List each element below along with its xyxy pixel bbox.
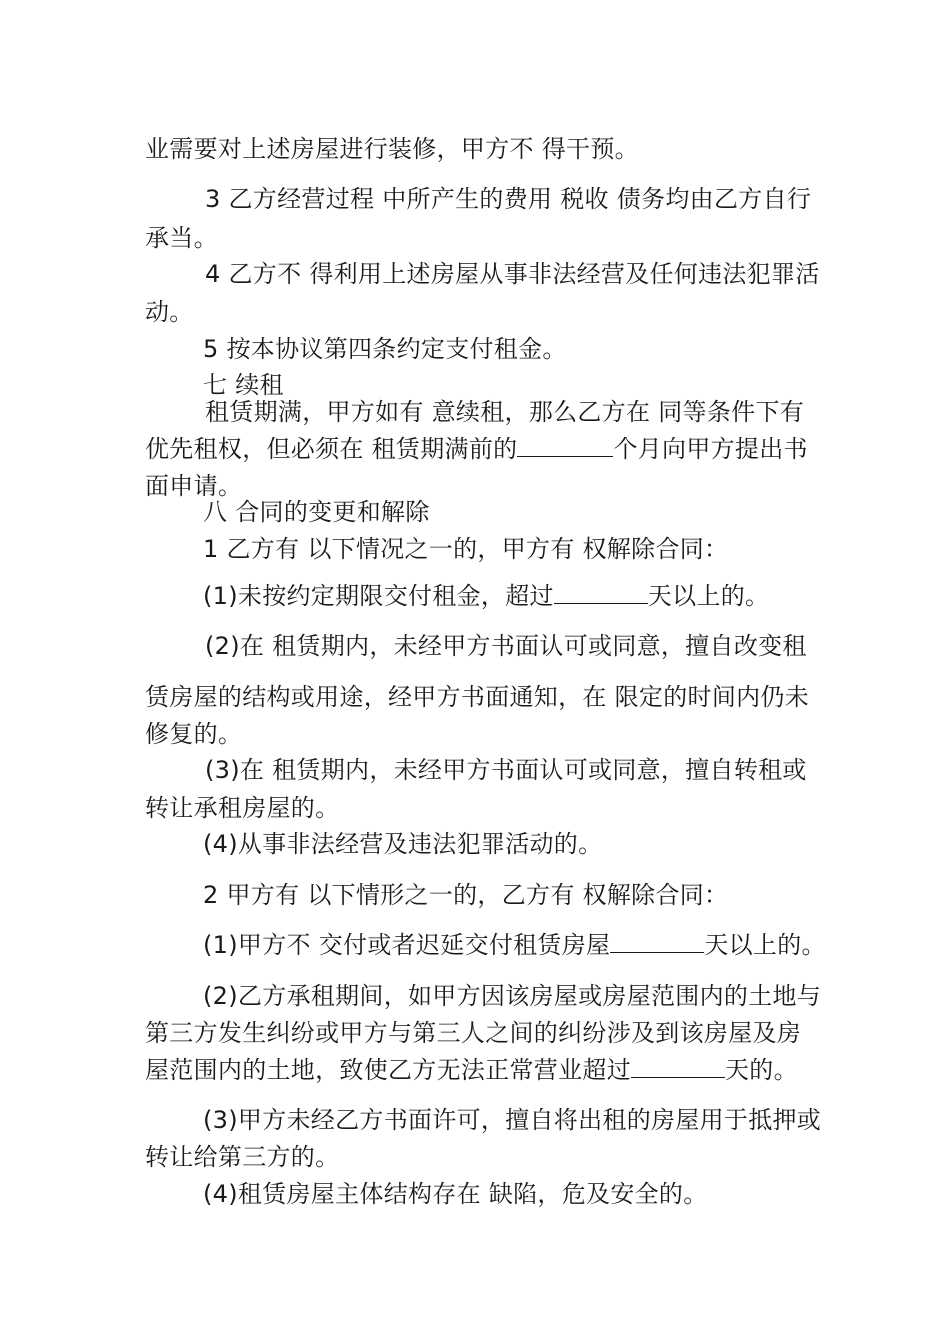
item2-1-pre: (1)甲方不 交付或者迟延交付租赁房屋 bbox=[203, 931, 611, 959]
section8-item1-2-line3: 修复的。 bbox=[145, 720, 243, 748]
section8-item2-title: 2 甲方有 以下情形之一的，乙方有 权解除合同： bbox=[203, 881, 729, 909]
clause6-tail: 业需要对上述房屋进行装修，甲方不 得干预。 bbox=[145, 135, 639, 163]
item2-2-pre: 屋范围内的土地，致使乙方无法正常营业超过 bbox=[145, 1056, 631, 1084]
clause6-item5: 5 按本协议第四条约定支付租金。 bbox=[203, 335, 567, 363]
months-blank bbox=[517, 434, 613, 457]
item1-1-pre: (1)未按约定期限交付租金，超过 bbox=[203, 582, 554, 610]
section8-item1-2-line2: 赁房屋的结构或用途，经甲方书面通知，在 限定的时间内仍未 bbox=[145, 683, 810, 711]
section8-item2-4: (4)租赁房屋主体结构存在 缺陷，危及安全的。 bbox=[203, 1180, 708, 1208]
section8-item1-4: (4)从事非法经营及违法犯罪活动的。 bbox=[203, 830, 603, 858]
section7-line2 bbox=[145, 434, 808, 464]
section8-item1-3-line1: (3)在 租赁期内，未经甲方书面认可或同意，擅自转租或 bbox=[205, 756, 807, 784]
section8-item1-2-line1: (2)在 租赁期内，未经甲方书面认可或同意，擅自改变租 bbox=[205, 632, 807, 660]
section8-item1-1 bbox=[203, 581, 769, 611]
item2-1-post: 天以上的。 bbox=[704, 931, 826, 959]
section7-line2-post: 个月向甲方提出书 bbox=[613, 435, 808, 463]
item1-1-post: 天以上的。 bbox=[647, 582, 770, 610]
section8-item2-3-line1: (3)甲方未经乙方书面许可，擅自将出租的房屋用于抵押或 bbox=[203, 1106, 822, 1134]
section7-line3: 面申请。 bbox=[145, 472, 243, 500]
section8-item1-title: 1 乙方有 以下情况之一的，甲方有 权解除合同： bbox=[203, 535, 729, 563]
section7-title: 七 续租 bbox=[203, 371, 284, 399]
section8-item2-3-line2: 转让给第三方的。 bbox=[145, 1143, 340, 1171]
section8-item1-3-line2: 转让承租房屋的。 bbox=[145, 794, 340, 822]
section7-line1: 租赁期满，甲方如有 意续租，那么乙方在 同等条件下有 bbox=[205, 398, 805, 426]
item2-2-post: 天的。 bbox=[725, 1056, 798, 1084]
clause6-item3-line1: 3 乙方经营过程 中所产生的费用 税收 债务均由乙方自行 bbox=[205, 185, 812, 213]
clause6-item4-line1: 4 乙方不 得利用上述房屋从事非法经营及任何违法犯罪活 bbox=[205, 260, 820, 288]
clause6-item3-line2: 承当。 bbox=[145, 224, 218, 252]
section8-title: 八 合同的变更和解除 bbox=[203, 498, 430, 526]
clause6-item4-line2: 动。 bbox=[145, 298, 194, 326]
section7-line2-pre: 优先租权，但必须在 租赁期满前的 bbox=[145, 435, 518, 463]
section8-item2-2-line1: (2)乙方承租期间，如甲方因该房屋或房屋范围内的土地与 bbox=[203, 982, 822, 1010]
section8-item2-2-line2: 第三方发生纠纷或甲方与第三人之间的纠纷涉及到该房屋及房 bbox=[145, 1019, 802, 1047]
days-blank-3 bbox=[631, 1055, 725, 1078]
days-blank-1 bbox=[554, 581, 648, 604]
section8-item2-2-line3 bbox=[145, 1055, 798, 1085]
section8-item2-1 bbox=[203, 930, 826, 960]
days-blank-2 bbox=[610, 930, 704, 953]
